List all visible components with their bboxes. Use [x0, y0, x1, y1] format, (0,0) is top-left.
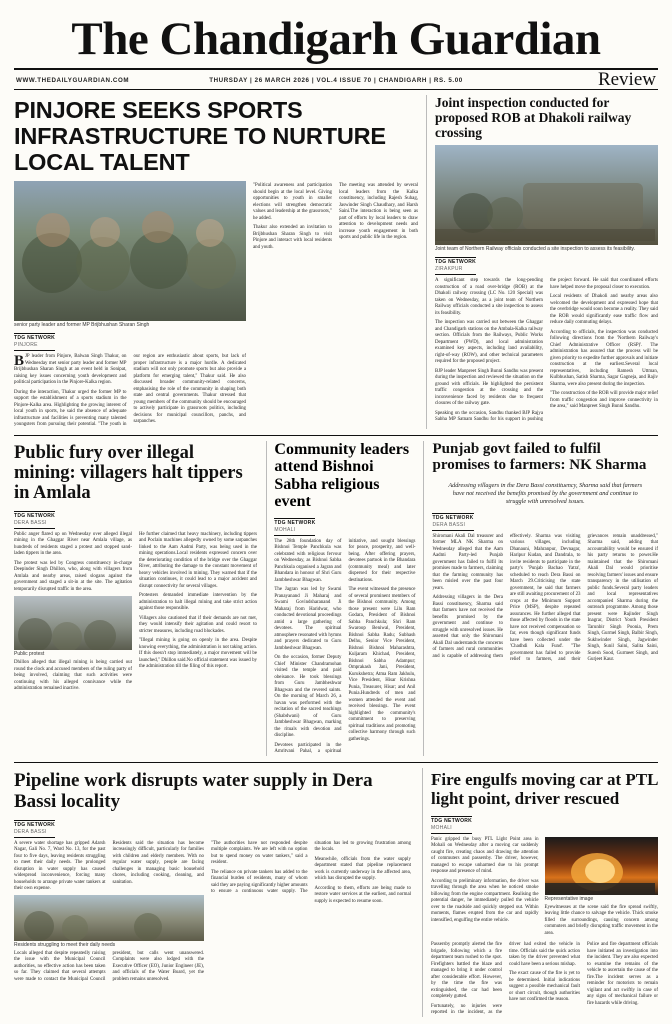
lead-story	[14, 95, 418, 429]
mining-body-col1: Public anger flared up on Wednesday over alleged illegal mining in the Ghaggar River near Amlala village, as hundreds of residents staged a protest and stopped sand-laden tippers in the area. The protest was led by Congress constituency in-charge Deepinder Singh Dhillon, who, along with villagers from Amlala and nearby areas, raised slogans against the government and staged a sit-in at the site. The agitation temporarily disrupted traffic in the area.	[14, 531, 132, 592]
fire-body-lower: Passersby promptly alerted the fire brigade, following which a fire department team rushed to the spot. Firefighters battled the blaze and managed to bring it under control after considerable effort. However, by the time the fire was extinguished, the car had been completely gutted. Fortunately, no injuries were reported in the incident, as the driver had exited the vehicle in time. Officials said the quick action taken by the driver prevented what could have been a serious mishap. The exact cause of the fire is yet to be determined. Initial indications suggest a possible mechanical fault or short circuit, though authorities have not confirmed the reason. Police and fire department officials have initiated an investigation into the incident. They are also expected to examine the remains of the vehicle to ascertain the cause of the fire.The incident serves as a reminder for motorists to remain vigilant and act swiftly in case of any signs of mechanical failure or fire hazards while driving.	[431, 942, 658, 1015]
fire-body-col2: Eyewitnesses at the scene said the fire spread swiftly, leaving little chance to salvage the vehicle. Thick smoke filled the surroundings, causing concern among commuters and briefly disrupting traffic movement in the area.	[544, 904, 658, 936]
pipeline-byline-name: TDG NETWORK	[14, 821, 56, 828]
punjab-byline-name: TDG NETWORK	[432, 514, 474, 521]
punjab-body: Shiromani Akali Dal treasurer and former MLA NK Sharma on Wednesday alleged that the Aam Aadmi Party-led Punjab government has failed to fulfil its promises made to farmers, claiming that the farming community has been misled over the past four years. Addressing villagers in the Dera Bassi constituency, Sharma said that farmers have not received the benefits promised by the government and continue to struggle with unresolved issues. He asserted that only the Shiromani Akali Dal understands the concerns of farmers and rural communities and is capable of addressing them effectively. Sharma was visiting various villages, including Dhanauni, Mahranpur, Devnagar, Haripur Kudan, and Dandrala, to invite residents to participate in the party's 'Punjab Bachao Yatra', scheduled to reach Dera Bassi on March 29.Criticising the state government, he said that farmers are still awaiting procurement of 23 crops at the Minimum Support Price (MSP), despite repeated assurances. He further alleged that those affected by floods in the state have not received compensation so far, even though significant funds have been collected under the 'Chadhdi Kala Fund'. "The government has failed to provide relief to farmers, and their grievances remain unaddressed," Sharma said, adding that accountability would be ensured if his party returns to power.He maintained that the Shiromani Akali Dal would prioritise resolving farmers' issues and ensure transparency in the utilisation of public funds.Several party leaders and local representatives accompanied Sharma during the outreach programme. Among those present were Rajinder Singh Inagrar, District Youth President Tarunbir Singh Poonia, Prem Singh, Gurmel Singh, Balbir Singh, Sukhwinder Singh, Jagwinder Singh, Sunil Saini, Salita Saini, Suresh Sood, Gurmeet Singh, and Gurjeet Kaur.	[432, 533, 658, 662]
pipeline-byline	[14, 820, 55, 838]
pipeline-photo-caption: Residents struggling to meet their daily needs	[14, 941, 116, 948]
rob-photo-caption: Joint team of Northern Railway officials conducted a site inspection to assess its feasibility.	[435, 246, 635, 252]
section-divider-1	[14, 435, 658, 436]
lead-byline-name: TDG NETWORK	[14, 335, 56, 341]
mining-byline	[14, 511, 55, 529]
masthead-rule-lower	[14, 89, 658, 90]
rob-byline-name: TDG NETWORK	[435, 259, 477, 265]
rob-byline	[435, 257, 476, 275]
fire-photo	[545, 837, 658, 895]
mining-headline: Public fury over illegal mining: villagers halt tippers in Amlala	[14, 442, 243, 503]
mining-byline-name: TDG NETWORK	[14, 512, 56, 519]
bishnoi-byline-location: MOHALI	[274, 526, 296, 533]
fire-byline-location: MOHALI	[431, 824, 452, 831]
lead-photo-caption: senior party leader and former MP Brijbhushan Sharan Singh	[14, 322, 150, 328]
section-label: Review	[597, 69, 656, 90]
pipeline-story	[14, 768, 414, 1017]
section-divider-2	[14, 762, 658, 763]
fire-story	[422, 768, 658, 1017]
punjab-story	[423, 441, 658, 756]
low-zone	[14, 768, 658, 1017]
punjab-byline-location: DERA BASSI	[432, 521, 466, 528]
rob-story	[426, 95, 658, 429]
bishnoi-headline: Community leaders attend Bishnoi Sabha religious event	[274, 440, 410, 510]
pipeline-headline: Pipeline work disrupts water supply in Dera Bassi locality	[14, 769, 373, 812]
bishnoi-byline-name: TDG NETWORK	[274, 519, 316, 526]
pipeline-byline-location: DERA BASSI	[14, 828, 47, 835]
lead-byline-location: PINJORE	[14, 342, 38, 348]
newspaper-title: The Chandigarh Guardian	[71, 13, 601, 65]
mining-photo-caption: Public protest	[14, 651, 45, 657]
rob-headline: Joint inspection conducted for proposed ROB at Dhakoli railway crossing	[435, 95, 632, 140]
bishnoi-byline	[274, 518, 315, 536]
mining-story	[14, 441, 258, 756]
fire-headline: Fire engulfs moving car at PTL light point, driver rescued	[431, 769, 658, 808]
punjab-byline	[432, 513, 473, 531]
rob-body: A significant step towards the long-pending construction of a road over-bridge (ROB) at the Dhakoli railway crossing (LC No. 120 Special) was taken on Wednesday, as a joint team of Northern Railway officials conducted a site inspection to assess its feasibility. The inspection was carried out between the Ghaggar and Chandigarh stations on the Ambala-Kalka railway section. Officials from the Railways, Public Works Department (PWD), and local administration examined key aspects, including land availability, right-of-way (ROW), and other technical parameters required for the proposed project. BJP leader Manpreet Singh Bunni Sandhu was present during the inspection and reviewed the situation on the ground with officials. He highlighted the persistent traffic congestion at the crossing and the inconvenience faced by residents due to frequent closures of the railway gate. Speaking on the occasion, Sandhu thanked BJP Rajya Sabha MP Satnam Sandhu for his support in pushing the project forward. He said that coordinated efforts have helped move the proposal closer to execution. Local residents of Dhakoli and nearby areas also welcomed the development and expressed hope that the overbridge would soon become a reality. They said the ROB would significantly ease traffic flow and reduce daily commuting delays. According to officials, the inspection was conducted following directions from the 'Northern Railway's Chief Administrative Officer (RSP)'. The administration has assured that the process will be given priority to expedite further approvals and initiate construction at the earliest.Several local representatives, including Ramesh Uttman, Kulbhushan, Satish Sharma, Sagar Gagneja, and Rajiv Sharma, were also present during the inspection. "The construction of the ROB will provide major relief from traffic congestion and improve connectivity in the area," said Manpreet Singh Bunni Sandhu.	[435, 278, 658, 422]
punjab-standfirst: Addressing villagers in the Dera Bassi constituency, Sharma said that farmers have not received the benefits promised by the government and continue to struggle with unresolved issues.	[448, 481, 643, 505]
website-url[interactable]: WWW.THEDAILYGUARDIAN.COM	[16, 76, 130, 84]
bishnoi-story	[266, 441, 415, 756]
issue-dateline: THURSDAY | 26 MARCH 2026 | VOL.4 ISSUE 70 | CHANDIGARH | RS. 5.00	[209, 76, 463, 84]
mid-zone	[14, 441, 658, 756]
pipeline-body-left2: Locals alleged that despite repeatedly raising the issue with the Municipal Council authorities, no effective action has been taken so far. They claimed that several attempts were made to contact the Municipal Council president, but calls went unanswered. Complaints were also lodged with the Executive Officer (EO), Junior Engineer (JE), and officials of the Water Board, yet the problem remains unresolved.	[14, 950, 204, 982]
lead-body-left: BJP leader from Pinjore, Balwan Singh Thakur, on Wednesday met senior party leader and former MP Brijbhushan Sharan Singh at an event held in Sonipat, raising key issues concerning youth development and political participation in the Pinjore-Kalka region. During the interaction, Thakur urged the former MP to support the establishment of a sports stadium in the Pinjore-Kalka area. Highlighting the growing interest of local youth in sports, he said the absence of adequate infrastructure and facilities is preventing many talented youngsters from pursuing their potential. "The youth in our region are enthusiastic about sports, but lack of proper infrastructure is a major hurdle. A dedicated stadium will not only promote sports but also provide a platform for emerging talent," Thakur said. He also discussed broader community-related concerns, emphasising the role of the community in shaping both state and central governments. Thakur stressed that young members of the community should be encouraged to actively participate in grassroots politics, including decisions for municipal councillors, panchs, and sarpanches.	[14, 353, 246, 427]
mining-byline-location: DERA BASSI	[14, 519, 47, 526]
rob-byline-location: ZIRAKPUR	[435, 266, 463, 272]
pipeline-photo	[14, 895, 204, 941]
lead-byline	[14, 333, 55, 351]
fire-body-col1: Panic gripped the busy PTL Light Point area in Mohali on Wednesday after a moving car suddenly caught fire, creating chaos and drawing the attention of commuters and passersby. The driver, however, managed to escape unharmed due to his prompt response and presence of mind. According to preliminary information, the driver was travelling through the area when he noticed smoke billowing from the engine compartment. Realising the potential danger, he immediately pulled the vehicle over to the roadside and quickly stepped out. Within moments, flames erupted from the car and rapidly intensified, engulfing the entire vehicle.	[431, 836, 539, 923]
rob-photo	[435, 145, 658, 245]
bishnoi-body: The 28th foundation day of Bishnoi Temple Panchkula was celebrated with religious fervour on Wednesday, as Bishnoi Sabha Panchkula organised a Jagran and Bhandara in honour of Shri Guru Jambheshwar Bhagwan. The Jagran was led by Swami Pranayanand Ji Maharaj and Swami Govindsharanand Ji Maharaj from Haridwar, who conducted devotional proceedings amid a large gathering of devotees. The spiritual atmosphere resonated with hymns and prayers dedicated to Guru Jambheshwar Bhagwan. On the occasion, former Deputy Chief Minister Chandramohan visited the temple and paid obeisance. He took blessings from Guru Jambheshwar Bhagwan and the revered saints. On the morning of March 26, a havan was performed with the recitation of the sacred teachings (Shabdwani) of Guru Jambheshwar Bhagwan, marking the rituals with devotion and discipline. Devotees participated in the Amritvani Pahal, a spiritual initiative, and sought blessings for peace, prosperity, and well-being. After offering prayers, devotees partook in the Bhandara (community meal) and later dispersed for their respective destinations. The event witnessed the presence of several prominent members of the Bishnoi community. Among those present were Lilu Ram Godara, President of Bishnoi Sabha Panchkula; Shri Ram Swaroop Beniwal, President, Bishnoi Sabha Radu; Subhash Delhu, Senior Vice President, Bishnoi Bishnoi Maharashtra, Kuljaram Khichad, President, Bishnoi Sabha Adampur; Omprakash Jani, President, Kurukshetra; Atma Ram Jakhulu, Vice President, Hisar Krishna Punia, Treasurer, Hisar; and Anil Punia.Hundreds of men and women attended the event and received blessings. The event highlighted the community's commitment to preserving spiritual traditions and promoting collective harmony through such gatherings.	[274, 538, 416, 754]
fire-photo-caption: Representative image	[544, 895, 594, 902]
top-zone	[14, 95, 658, 429]
mining-photo	[14, 596, 132, 650]
pipeline-body-right: "The authorities have not responded despite multiple complaints. We are left with no option but to spend money on water tankers," said a resident. The reliance on private tankers has added to the financial burden of residents, many of whom said they are paying significantly higher amounts to ensure a continuous water supply. The situation has led to growing frustration among the locals. Meanwhile, officials from the water supply department stated that pipeline replacement work is currently underway in the affected area, which has disrupted the supply. According to them, efforts are being made to restore water services at the earliest, and normal supply is expected to resume soon.	[211, 840, 411, 904]
lead-body-right: "Political awareness and participation should begin at the local level. Giving opportunities to youth in smaller elections will strengthen democratic values and leadership at the grassroots," he added. Thakur also extended an invitation to Brijbhushan Sharan Singh to visit Pinjore and interact with local residents and youth. The meeting was attended by several local leaders from the Kalka constituency, including Rajesh Suhag, Jaswinder Singh Chaudhary, and Harsh Saini.The interaction is being seen as part of efforts by local leaders to draw attention to development needs and increase youth engagement in both sports and public life in the region.	[253, 183, 418, 250]
lead-headline: PINJORE SEEKS SPORTS INFRASTRUCTURE TO NURTURE LOCAL TALENT	[14, 97, 386, 175]
mining-body-col1b: Dhillon alleged that illegal mining is being carried out round the clock and accused members of the ruling party of being involved, claiming that such activities were continuing with his alleged connivance while the administration remained inactive.	[14, 660, 132, 691]
masthead	[14, 10, 658, 90]
masthead-infobar	[14, 70, 658, 89]
pipeline-body-left: A severe water shortage has gripped Adarsh Nagar, Gali No. 7, Ward No. 13, for the past four to five days, leaving residents struggling to meet their daily needs. The prolonged disruption in water supply has caused widespread inconvenience, forcing many households to arrange private water tankers at their own expense. Residents said the situation has become increasingly difficult, particularly for families with children and elderly members. With no regular water supply, people are facing challenges in managing basic household chores, including cooking, cleaning, and sanitation.	[14, 840, 204, 891]
punjab-headline: Punjab govt failed to fulfil promises to farmers: NK Sharma	[432, 440, 647, 473]
fire-byline	[431, 816, 472, 834]
lead-photo	[14, 181, 246, 321]
mining-body-col2: He further claimed that heavy machinery, including tippers and Poclain machines allegedly owned by some sarpanches linked to the Aam Aadmi Party, was being used in the mining operations.Local residents expressed concern over the deteriorating condition of the bridge over the Ghaggar River, attributing the damage to the constant movement of heavy vehicles involved in mining. They warned that if the situation continues, it could lead to a major accident and disrupt connectivity for several villages. Protesters demanded immediate intervention by the administration to halt illegal mining and take strict action against those responsible. Villagers also cautioned that if their demands are not met, they would intensify their agitation and could resort to stricter measures, including road blockades. "Illegal mining is going on openly in the area. Despite knowing everything, the administration is not taking action. If this doesn't stop immediately, a major movement will be launched," Dhillon said.No official statement was issued by the administration till the filing of this report.	[139, 531, 257, 669]
fire-byline-name: TDG NETWORK	[431, 817, 473, 824]
